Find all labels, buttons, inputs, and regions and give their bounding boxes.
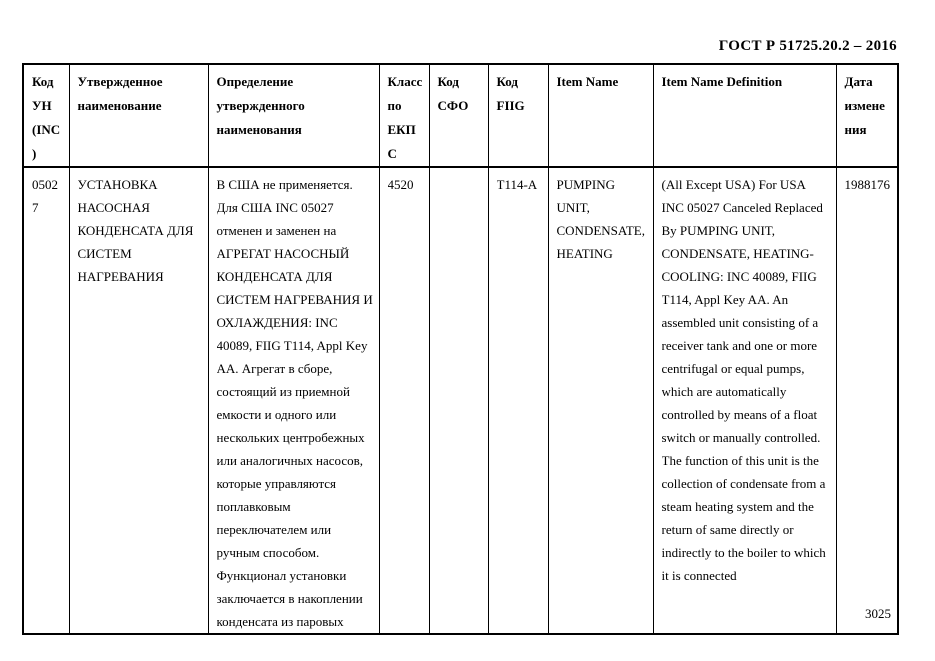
- column-header-ekps-class: Класс по ЕКПС: [379, 64, 429, 167]
- cell-approved-name-definition: [208, 167, 379, 634]
- cell-approved-name: [69, 167, 208, 634]
- classification-table: [22, 63, 899, 635]
- item-name-definition-value: (All Except USA) For USA INC 05027 Canceled Replaced By PUMPING UNIT, CONDENSATE, HEATING-COOLING: INC 40089, FIIG T114, Appl Key AA. An assembled unit consisting of a receiver tank and one or more centrifugal or equal pumps, which are automatically controlled by means of a float switch or manually controlled. The function of this unit is the collection of condensate from a steam heating system and the return of same directly or indirectly to the boiler to which it is connected: [661, 177, 826, 583]
- column-header-item-name: Item Name: [548, 64, 653, 167]
- inc-code-value: 05027: [32, 177, 58, 215]
- cell-item-name: [548, 167, 653, 634]
- column-header-fiig-code: Код FIIG: [488, 64, 548, 167]
- standard-title: ГОСТ Р 51725.20.2 – 2016: [718, 38, 897, 54]
- item-name-value: PUMPING UNIT, CONDENSATE, HEATING: [556, 177, 645, 261]
- column-header-approved-name-definition: Определение утвержденного наименования: [208, 64, 379, 167]
- change-date-value: 1988176: [844, 177, 890, 192]
- table-row: [23, 167, 898, 634]
- column-header-sfo-code: Код СФО: [429, 64, 488, 167]
- column-header-inc-code: Код УН (INC): [23, 64, 69, 167]
- column-header-item-name-definition: Item Name Definition: [653, 64, 836, 167]
- cell-fiig-code: [488, 167, 548, 634]
- page-number: 3025: [865, 606, 891, 621]
- cell-item-name-definition: [653, 167, 836, 634]
- approved-name-value: УСТАНОВКА НАСОСНАЯ КОНДЕНСАТА ДЛЯ СИСТЕМ НАГРЕВАНИЯ: [77, 177, 194, 284]
- cell-change-date: [836, 167, 898, 634]
- table-header-row: [23, 64, 898, 167]
- cell-ekps-class: [379, 167, 429, 634]
- column-header-change-date: Дата изменения: [836, 64, 898, 167]
- ekps-class-value: 4520: [387, 177, 414, 192]
- cell-sfo-code: [429, 167, 488, 634]
- approved-name-definition-value: В США не применяется. Для США INC 05027 отменен и заменен на АГРЕГАТ НАСОСНЫЙ КОНДЕНСАТА ДЛЯ СИСТЕМ НАГРЕВАНИЯ И ОХЛАЖДЕНИЯ: INC 40089, FIIG T114, Appl Key AA. Агрегат в сборе, состоящий из приемной емкости и одного или нескольких центробежных или аналогичных насосов, которые управляются поплавковым переключателем или ручным способом. Функционал установки заключается в накоплении конденсата из паровых: [216, 177, 373, 629]
- fiig-code-value: T114-A: [496, 177, 538, 192]
- cell-inc-code: [23, 167, 69, 634]
- column-header-approved-name: Утвержденное наименование: [69, 64, 208, 167]
